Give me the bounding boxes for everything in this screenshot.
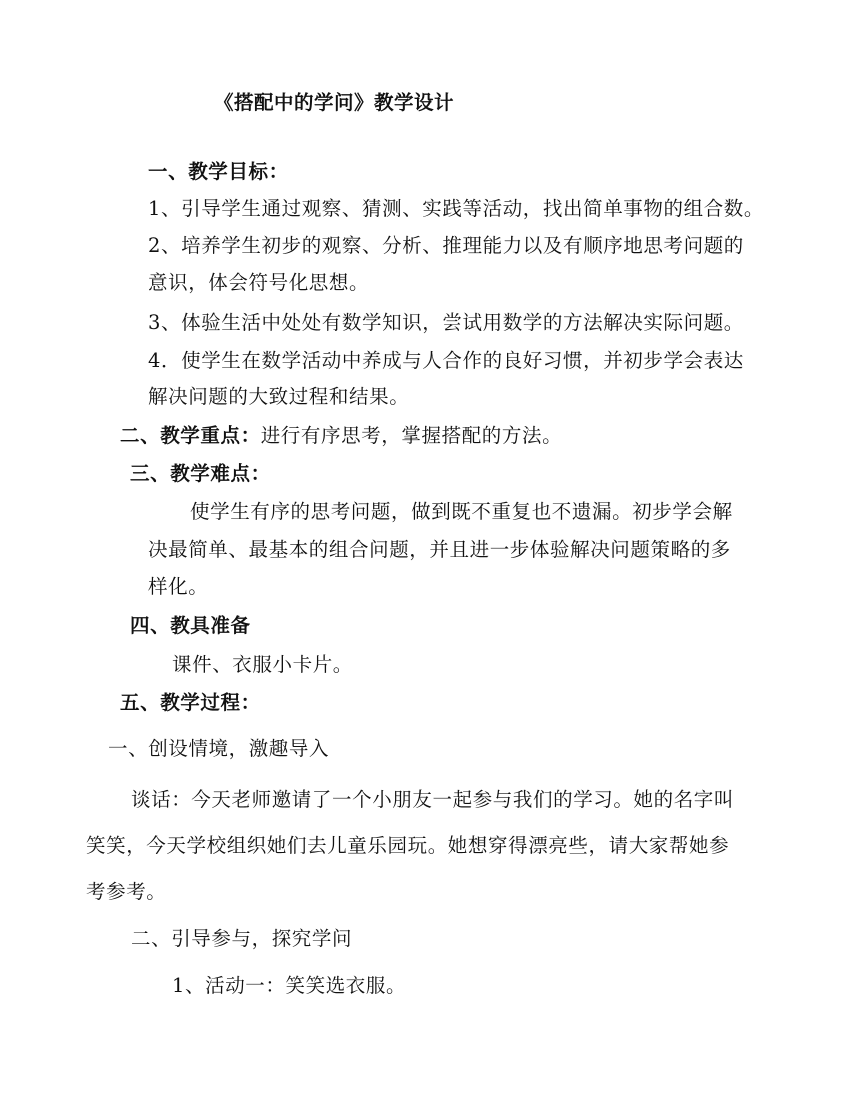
materials-heading: 四、教具准备 [130, 614, 251, 637]
difficulties-line-1: 使学生有序的思考问题，做到既不重复也不遗漏。初步学会解 [190, 500, 733, 523]
process-talk-line-1: 谈话：今天老师邀请了一个小朋友一起参与我们的学习。她的名字叫 [131, 788, 735, 811]
objectives-heading: 一、教学目标： [148, 160, 289, 183]
process-talk-line-2: 笑笑，今天学校组织她们去儿童乐园玩。她想穿得漂亮些，请大家帮她参 [86, 834, 730, 857]
objective-item-2-line-2: 意识，体会符号化思想。 [148, 271, 370, 294]
objective-item-4-line-2: 解决问题的大致过程和结果。 [148, 385, 410, 408]
difficulties-heading: 三、教学难点： [130, 462, 271, 485]
difficulties-line-2: 决最简单、最基本的组合问题，并且进一步体验解决问题策略的多 [148, 538, 731, 561]
objective-item-4-line-1: 4．使学生在数学活动中养成与人合作的良好习惯，并初步学会表达 [148, 349, 744, 372]
key-points-line [120, 424, 562, 448]
materials-text: 课件、衣服小卡片。 [172, 653, 353, 676]
key-points-text: 进行有序思考，掌握搭配的方法。 [260, 424, 563, 447]
key-points-heading: 二、教学重点： [120, 424, 261, 447]
process-talk-line-3: 考参考。 [86, 880, 167, 903]
objective-item-1: 1、引导学生通过观察、猜测、实践等活动，找出简单事物的组合数。 [148, 197, 765, 220]
difficulties-line-3: 样化。 [148, 575, 209, 598]
process-heading: 五、教学过程： [120, 691, 261, 714]
objective-item-3: 3、体验生活中处处有数学知识，尝试用数学的方法解决实际问题。 [148, 311, 744, 334]
process-activity-1: 1、活动一：笑笑选衣服。 [172, 974, 407, 997]
objective-item-2-line-1: 2、培养学生初步的观察、分析、推理能力以及有顺序地思考问题的 [148, 234, 744, 257]
process-section-2: 二、引导参与，探究学问 [131, 927, 353, 950]
document-title: 《搭配中的学问》教学设计 [214, 91, 455, 114]
process-section-1: 一、创设情境，激趣导入 [108, 737, 330, 760]
